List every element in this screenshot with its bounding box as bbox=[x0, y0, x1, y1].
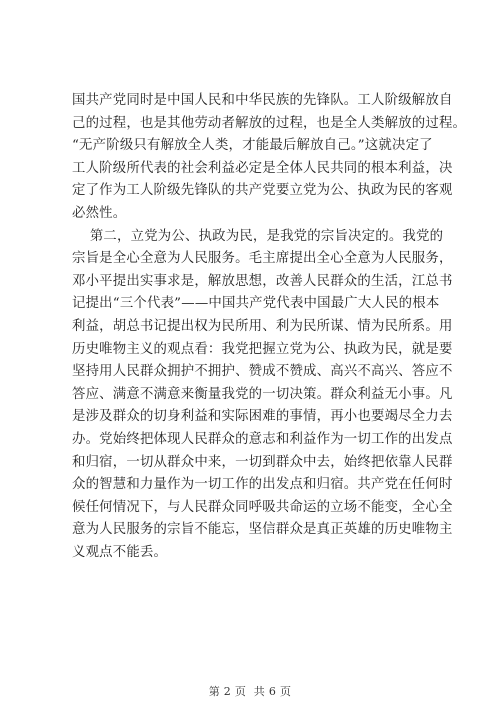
paragraph-1 bbox=[72, 90, 467, 226]
text-line: 意为人民服务的宗旨不能忘，坚信群众是真正英雄的历史唯物主 bbox=[72, 522, 453, 538]
text-line: 历史唯物主义的观点看：我党把握立党为公、执政为民，就是要 bbox=[72, 341, 453, 357]
text-line: 办。党始终把体现人民群众的意志和利益作为一切工作的出发点 bbox=[72, 431, 453, 447]
text-line: 第二，立党为公、执政为民，是我党的宗旨决定的。我党的 bbox=[72, 228, 444, 244]
text-line: 己的过程，也是其他劳动者解放的过程，也是全人类解放的过程。 bbox=[72, 115, 467, 131]
text-line: 定了作为工人阶级先锋队的共产党要立党为公、执政为民的客观 bbox=[72, 183, 453, 199]
text-line: 和归宿，一切从群众中来，一切到群众中去，始终把依靠人民群 bbox=[72, 454, 453, 470]
text-line: 国共产党同时是中国人民和中华民族的先锋队。工人阶级解放自 bbox=[72, 93, 453, 108]
text-line: 必然性。 bbox=[72, 205, 127, 221]
text-line: 候任何情况下，与人民群众同呼吸共命运的立场不能变，全心全 bbox=[72, 499, 453, 515]
text-line: “无产阶级只有解放全人类，才能最后解放自己。”这就决定了 bbox=[72, 138, 433, 154]
text-line: 工人阶级所代表的社会利益必定是全体人民共同的根本利益，决 bbox=[72, 160, 453, 176]
text-line: 是涉及群众的切身利益和实际困难的事情，再小也要竭尽全力去 bbox=[72, 409, 453, 425]
text-line: 坚持用人民群众拥护不拥护、赞成不赞成、高兴不高兴、答应不 bbox=[72, 364, 453, 380]
page-number-footer: 第 2 页 共 6 页 bbox=[208, 685, 292, 698]
body-text bbox=[72, 90, 467, 564]
text-line: 答应、满意不满意来衡量我党的一切决策。群众利益无小事。凡 bbox=[72, 386, 453, 402]
text-line: 众的智慧和力量作为一切工作的出发点和归宿。共产党在任何时 bbox=[72, 477, 453, 493]
text-line: 宗旨是全心全意为人民服务。毛主席提出全心全意为人民服务， bbox=[72, 251, 453, 267]
text-line: 记提出“三个代表”——中国共产党代表中国最广大人民的根本 bbox=[72, 296, 440, 312]
text-line: 义观点不能丢。 bbox=[72, 544, 168, 560]
text-line: 利益，胡总书记提出权为民所用、利为民所谋、情为民所系。用 bbox=[72, 318, 453, 334]
paragraph-2 bbox=[72, 226, 453, 565]
text-line: 邓小平提出实事求是，解放思想，改善人民群众的生活，江总书 bbox=[72, 273, 453, 289]
